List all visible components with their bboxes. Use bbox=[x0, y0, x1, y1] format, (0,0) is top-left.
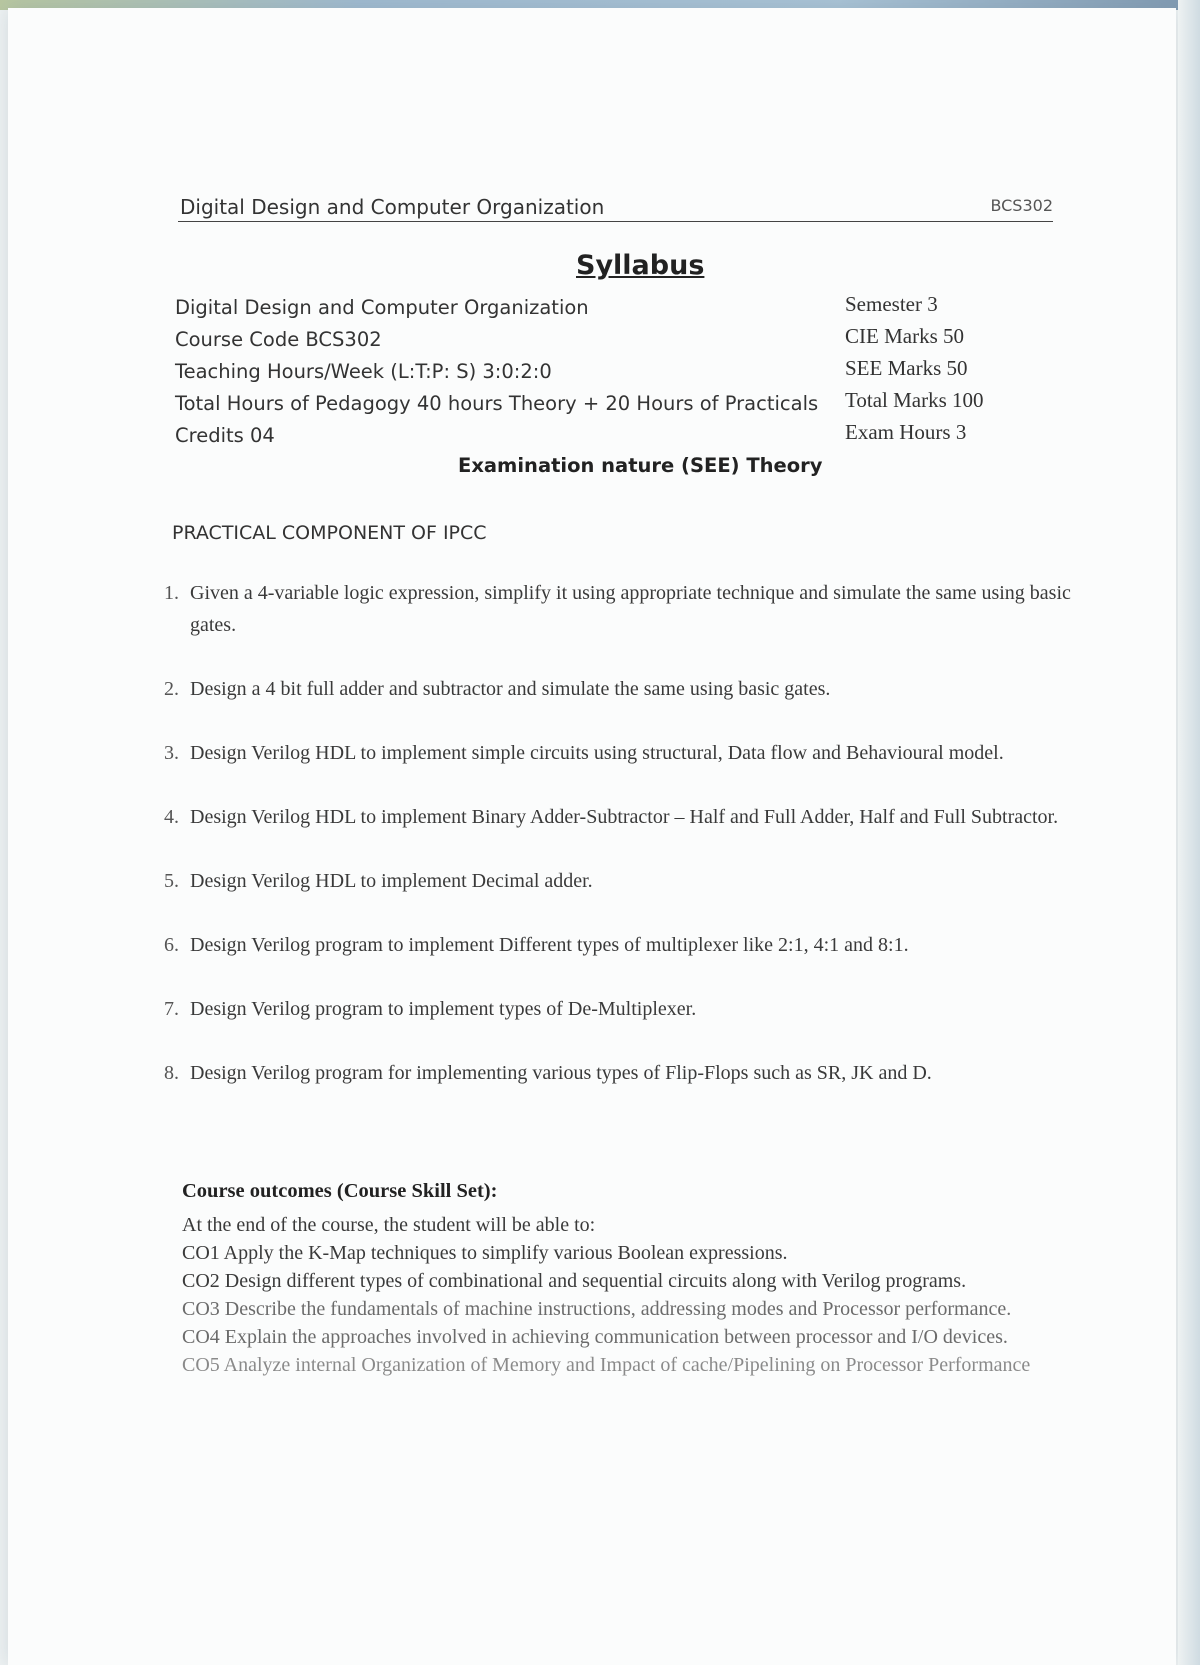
header-course-code: BCS302 bbox=[990, 196, 1053, 215]
see-marks: SEE Marks 50 bbox=[845, 356, 968, 380]
credits: Credits 04 bbox=[175, 424, 275, 447]
list-item-text: Design Verilog HDL to implement simple circuits using structural, Data flow and Behavioural model. bbox=[190, 742, 1004, 764]
list-item-text: Design Verilog program to implement Different types of multiplexer like 2:1, 4:1 and 8:1. bbox=[190, 934, 909, 956]
course-code: Course Code BCS302 bbox=[175, 328, 382, 351]
list-item-number: 1. bbox=[164, 582, 179, 604]
list-item bbox=[160, 577, 1080, 641]
cie-marks: CIE Marks 50 bbox=[845, 324, 964, 348]
outcome-co2: CO2 Design different types of combinational and sequential circuits along with Verilog programs. bbox=[182, 1270, 967, 1292]
list-item bbox=[160, 865, 1080, 897]
outcomes-title: Course outcomes (Course Skill Set): bbox=[182, 1180, 498, 1202]
list-item bbox=[160, 801, 1080, 833]
list-item bbox=[160, 737, 1080, 769]
outcome-co1: CO1 Apply the K-Map techniques to simplify various Boolean expressions. bbox=[182, 1242, 788, 1264]
list-item bbox=[160, 673, 1080, 705]
list-item-text: Design Verilog program for implementing various types of Flip-Flops such as SR, JK and D. bbox=[190, 1062, 932, 1084]
list-item-number: 5. bbox=[164, 870, 179, 892]
list-item-text: Design Verilog HDL to implement Binary Adder-Subtractor – Half and Full Adder, Half and Full Subtractor. bbox=[190, 806, 1059, 828]
list-item-number: 3. bbox=[164, 742, 179, 764]
page-header bbox=[178, 195, 1053, 222]
practical-list bbox=[160, 577, 1080, 1121]
teaching-hours: Teaching Hours/Week (L:T:P: S) 3:0:2:0 bbox=[175, 360, 552, 383]
list-item-text: Given a 4-variable logic expression, simplify it using appropriate technique and simulate the same using basic gates. bbox=[190, 582, 1071, 636]
pedagogy-hours: Total Hours of Pedagogy 40 hours Theory + 20 Hours of Practicals bbox=[175, 392, 819, 415]
list-item-number: 2. bbox=[164, 678, 179, 700]
list-item bbox=[160, 993, 1080, 1025]
practical-heading: PRACTICAL COMPONENT OF IPCC bbox=[172, 522, 487, 544]
list-item-text: Design a 4 bit full adder and subtractor and simulate the same using basic gates. bbox=[190, 678, 831, 700]
outcome-co5: CO5 Analyze internal Organization of Memory and Impact of cache/Pipelining on Processor Performance bbox=[182, 1354, 1031, 1376]
exam-nature: Examination nature (SEE) Theory bbox=[458, 454, 823, 477]
page-right-edge bbox=[1178, 0, 1200, 1665]
header-title: Digital Design and Computer Organization bbox=[180, 195, 605, 219]
outcomes-intro: At the end of the course, the student will be able to: bbox=[182, 1214, 596, 1236]
list-item-number: 7. bbox=[164, 998, 179, 1020]
semester: Semester 3 bbox=[845, 292, 938, 316]
list-item-number: 4. bbox=[164, 806, 179, 828]
outcome-co3: CO3 Describe the fundamentals of machine instructions, addressing modes and Processor performance. bbox=[182, 1298, 1012, 1320]
list-item bbox=[160, 1057, 1080, 1089]
list-item-text: Design Verilog program to implement types of De-Multiplexer. bbox=[190, 998, 697, 1020]
list-item-text: Design Verilog HDL to implement Decimal adder. bbox=[190, 870, 593, 892]
course-info-right bbox=[845, 288, 984, 448]
syllabus-title: Syllabus bbox=[576, 250, 705, 281]
list-item bbox=[160, 929, 1080, 961]
course-name: Digital Design and Computer Organization bbox=[175, 296, 589, 319]
list-item-number: 8. bbox=[164, 1062, 179, 1084]
exam-hours: Exam Hours 3 bbox=[845, 420, 967, 444]
outcome-co4: CO4 Explain the approaches involved in achieving communication between processor and I/O devices. bbox=[182, 1326, 1008, 1348]
course-outcomes bbox=[182, 1180, 1062, 1379]
list-item-number: 6. bbox=[164, 934, 179, 956]
total-marks: Total Marks 100 bbox=[845, 388, 984, 412]
course-info-left bbox=[175, 292, 818, 452]
